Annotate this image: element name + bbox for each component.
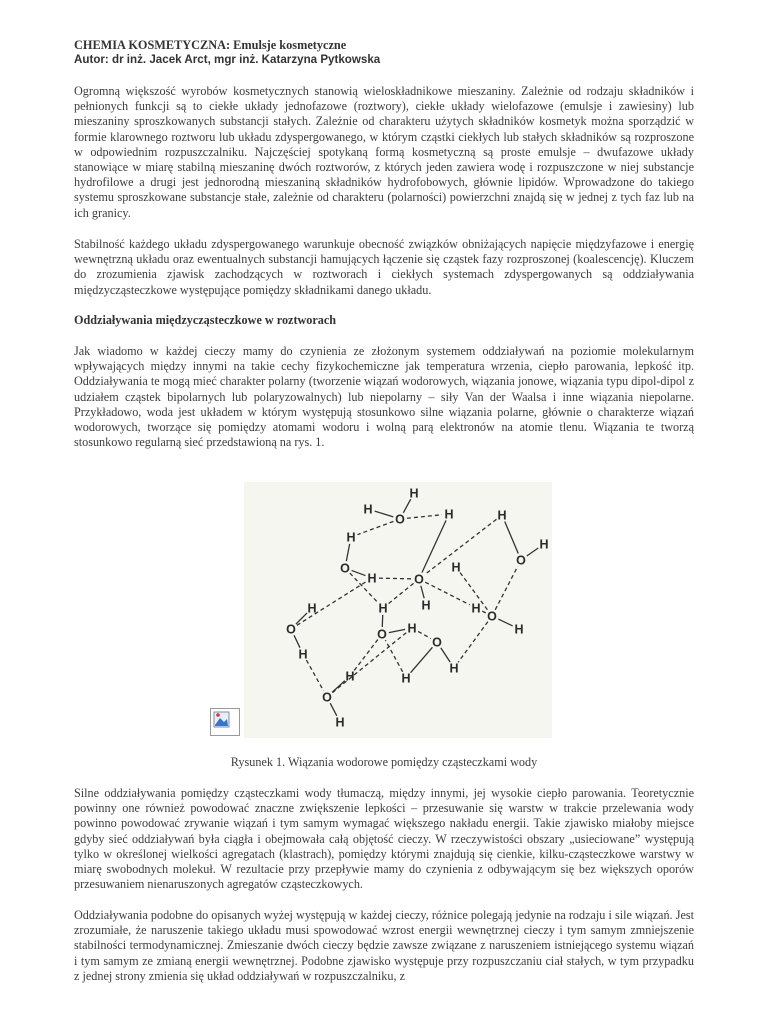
figure-water-hydrogen-bonds [244,482,552,738]
paragraph-mixing: Oddziaływania podobne do opisanych wyżej występują w każdej cieczy, różnice polegają jedynie na rodzaju i sile wiązań. Jest zrozumiałe, że naruszenie takiego układu musi spowodować wzrost energii wewnętrznej cieczy i tym samym zmniejszenie stabilności termodynamicznej. Zmieszanie dwóch cieczy będzie zawsze związane z naruszeniem istniejącego systemu wiązań i tym samym ze zmianą energii wewnętrznej. Podobne zjawisko występuje przy rozpuszczaniu ciał stałych, w tym przypadku z jednej strony zmienia się układ oddziaływań w rozpuszczalniku, z [74,908,694,983]
hydrogen-atom-label: H [346,530,356,545]
hydrogen-atom-label: H [298,647,308,662]
oxygen-atom-label: O [340,561,350,576]
oxygen-atom-label: O [395,512,405,527]
hydrogen-atom-label: H [409,486,419,501]
hydrogen-atom-label: H [471,601,481,616]
hydrogen-atom-label: H [449,661,459,676]
document-author: Autor: dr inż. Jacek Arct, mgr inż. Katarzyna Pytkowska [74,53,381,66]
oxygen-atom-label: O [377,627,387,642]
covalent-bond [441,648,450,662]
hydrogen-atom-label: H [421,598,431,613]
covalent-bond [498,619,512,626]
paragraph-intro: Ogromną większość wyrobów kosmetycznych stanowią wieloskładnikowe mieszaniny. Zależnie od rodzaju składników i pełnionych funkcji są to ciekłe układy jednofazowe (roztwory), ciekłe układy wielofazowe (emulsje i zawiesiny) lub mieszaniny sproszkowanych substancji stałych. Zależnie od charakteru użytych składników kosmetyk można sporządzić w formie klarownego roztworu lub układu zdyspergowanego, w którym cząstki ciekłych lub stałych składników są rozproszone w odpowiednim rozpuszczalniku. Najczęściej spotykaną formą kosmetyczną są proste emulsje – dwufazowe układy stanowiące w miarę stabilną mieszaninę dwóch roztworów, z których jeden zawiera wodę i rozpuszczone w niej substancje hydrofilowe a drugi jest jednorodną mieszaniną składników hydrofobowych, głównie lipidów. Wprowadzone do takiego systemu sproszkowane substancje stałe, zależnie od charakteru (polarności) powierzchni znajdą się w jednej z tych faz lub na ich granicy. [74,84,694,220]
paragraph-viscosity: Silne oddziaływania pomiędzy cząsteczkami wody tłumaczą, między innymi, jej wysokie ciepło parowania. Teoretycznie powinny one również powodować znaczne zwiększenie lepkości – przesuwanie się warstw w trakcie przelewania wody powinno powodować zrywanie wiązań i tym samym wymagać większego nakładu energii. Takie zjawisko miałoby miejsce gdyby sieć oddziaływań była ciągła i obejmowała całą objętość cieczy. W rzeczywistości obszary „usieciowane” występują tylko w określonej wielkości agregatach (klastrach), pomiędzy którymi znajdują się cienkie, kilku-cząsteczkowe warstwy w miarę swobodnych molekuł. W rezultacie przy przepływie mamy do czynienia z odbywającym się bez większych oporów przesuwaniem nienaruszonych agregatów cząsteczkowych. [74,786,694,892]
covalent-bond [421,586,424,598]
paragraph-stability: Stabilność każdego układu zdyspergowanego warunkuje obecność związków obniżających napięcie międzyfazowe i energię wewnętrzną układu oraz ewentualnych substancji hamujących łączenie się cząstek fazy rozproszonej (koalescencję). Kluczem do zrozumienia zjawisk zachodzących w roztworach i ciekłych systemach zdyspergowanych są oddziaływania międzycząsteczkowe występujące pomiędzy składnikami danego układu. [74,237,694,297]
covalent-bond [294,635,300,647]
covalent-bond [482,611,485,613]
hydrogen-bond [458,622,488,663]
hydrogen-atom-label: H [345,669,355,684]
oxygen-atom-label: O [487,609,497,624]
hydrogen-bond [495,566,518,610]
hydrogen-bond [332,632,406,692]
hydrogen-atom-label: H [367,571,377,586]
hydrogen-bond [358,521,394,534]
paragraph-interactions: Jak wiadomo w każdej cieczy mamy do czynienia ze złożonym systemem oddziaływań na poziomie molekularnym wpływających między innymi na takie cechy fizykochemiczne jak temperatura wrzenia, ciepło parowania, lepkość itp. Oddziaływania te mogą mieć charakter polarny (tworzenie wiązań wodorowych, wiązania jonowe, wiązania typu dipol-dipol z udziałem cząstek bipolarnych lub polaryzowalnych) lub niepolarny – siły Van der Waalsa i inne wiązania niepolarne. Przykładowo, woda jest układem w którym występują stosunkowo silne wiązania polarne, głównie o charakterze wiązań wodorowych, tworzące się pomiędzy atomami wodoru i wolną parą elektronów na atomie tlenu. Wiązania te tworzą stosunkowo regularną sieć przedstawioną na rys. 1. [74,344,694,450]
hydrogen-atom-label: H [444,507,454,522]
hydrogen-atom-label: H [307,601,317,616]
oxygen-atom-label: O [322,690,332,705]
hydrogen-bond [418,631,431,638]
covalent-bond [527,548,539,556]
hydrogen-bond [385,640,402,672]
hydrogen-atom-label: H [335,715,345,730]
hydrogen-atom-label: H [451,560,461,575]
covalent-bond [403,499,410,513]
covalent-bond [411,647,433,672]
hydrogen-atom-label: H [407,621,417,636]
hydrogen-bond [388,583,413,603]
section-heading: Oddziaływania międzycząsteczkowe w roztworach [74,313,337,327]
oxygen-atom-label: O [286,622,296,637]
hydrogen-atom-label: H [514,622,524,637]
hydrogen-bond [306,660,323,691]
hydrogen-atom-label: H [539,537,549,552]
oxygen-atom-label: O [432,635,442,650]
oxygen-atom-label: O [414,572,424,587]
hydrogen-atom-label: H [401,671,411,686]
covalent-bond [296,613,307,624]
covalent-bond [330,703,337,716]
hydrogen-bond [379,578,412,579]
hydrogen-atom-label: H [497,508,507,523]
hydrogen-bond-diagram [244,482,552,738]
covalent-bond [375,511,394,517]
covalent-bond [505,521,519,553]
covalent-bond [352,570,366,575]
document-title: CHEMIA KOSMETYCZNA: Emulsje kosmetyczne [74,38,347,52]
hydrogen-bond [425,582,470,605]
hydrogen-atom-label: H [378,601,388,616]
covalent-bond [346,544,349,561]
figure-caption: Rysunek 1. Wiązania wodorowe pomiędzy cząsteczkami wody [230,755,538,769]
oxygen-atom-label: O [516,553,526,568]
hydrogen-bond [407,515,442,519]
broken-image-icon [210,708,240,736]
covalent-bond [422,520,446,572]
hydrogen-atom-label: H [363,502,373,517]
covalent-bond [389,629,405,632]
